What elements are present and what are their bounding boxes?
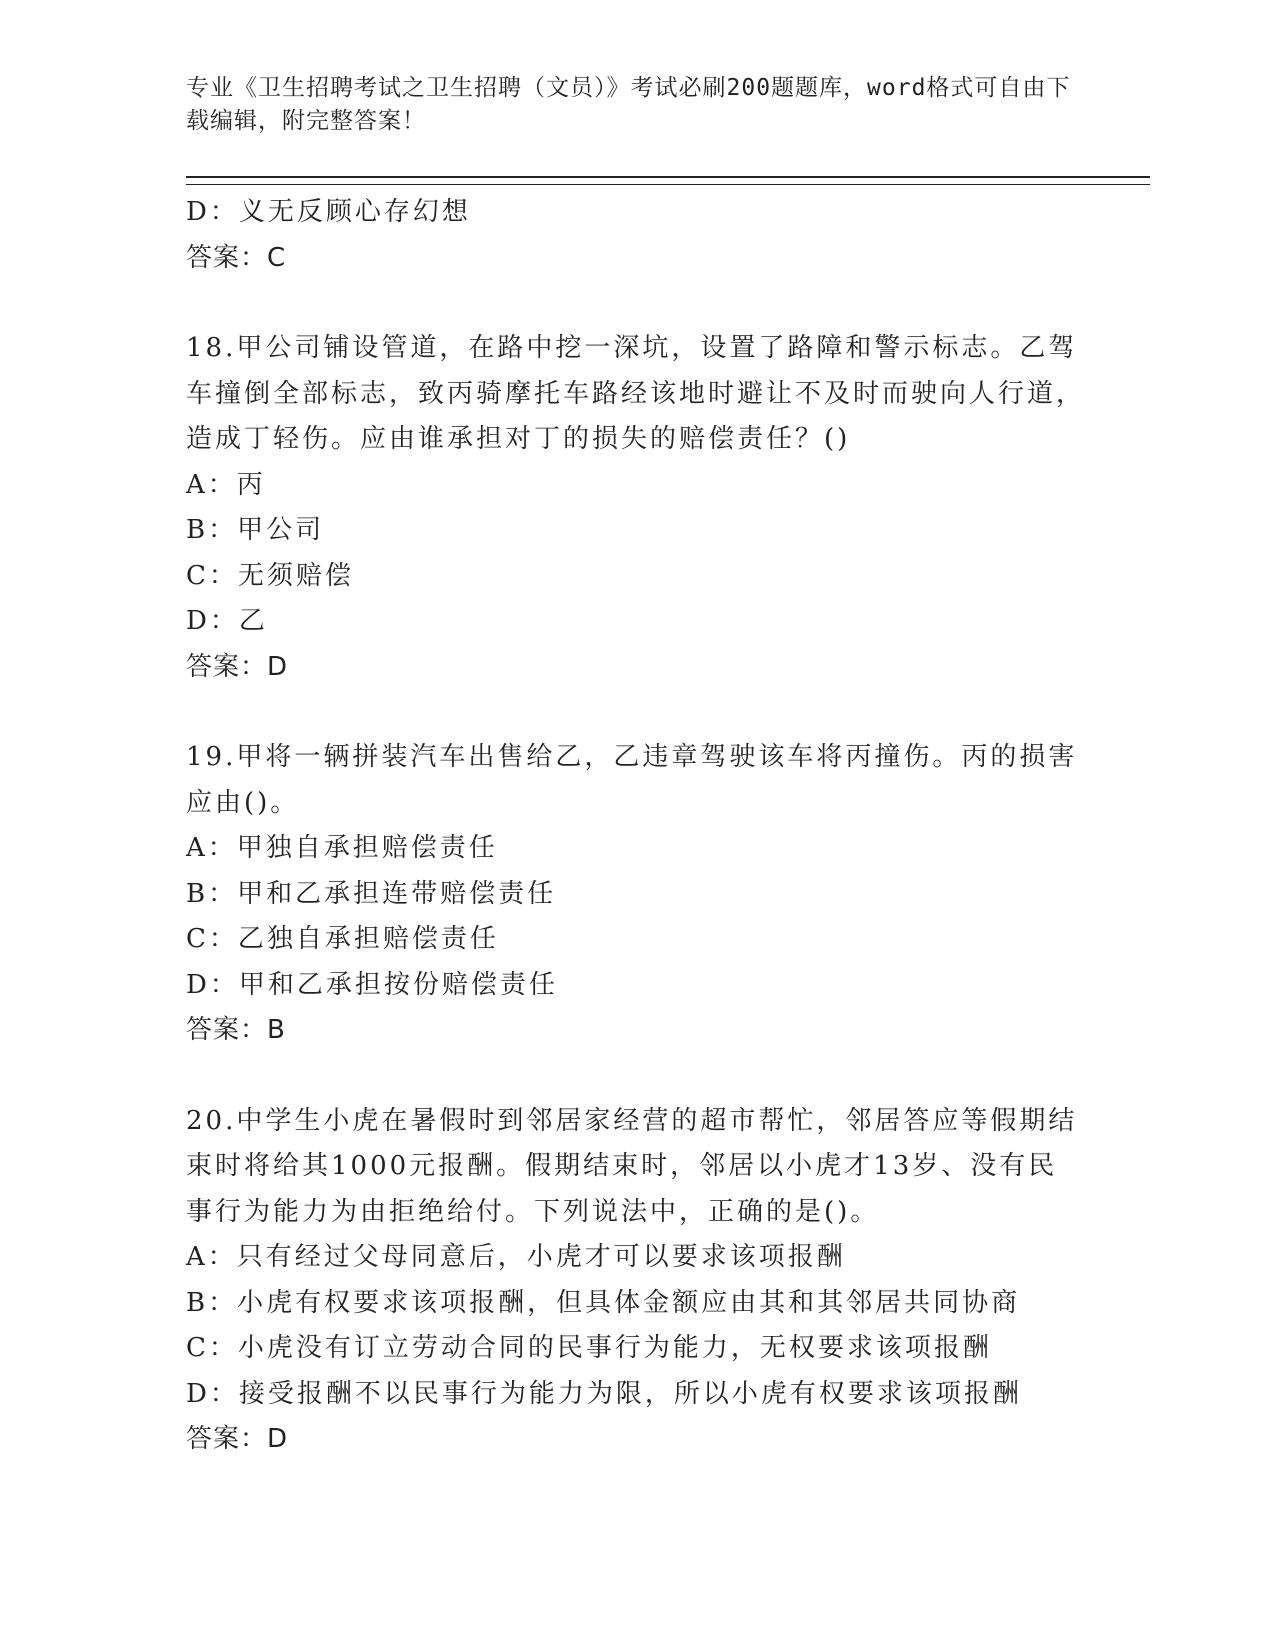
- option-a: A：只有经过父母同意后，小虎才可以要求该项报酬: [186, 1242, 846, 1272]
- question-18: [186, 326, 1086, 690]
- answer: 答案：B: [186, 1015, 286, 1045]
- option-b: B：小虎有权要求该项报酬，但具体金额应由其和其邻居共同协商: [186, 1287, 1021, 1318]
- answer-prev: 答案：C: [186, 242, 287, 273]
- page-header: 专业《卫生招聘考试之卫生招聘（文员）》考试必刷200题题库，word格式可自由下载编辑，附完整答案！: [186, 75, 1071, 134]
- question-19: [186, 735, 1086, 1054]
- option-d: D：甲和乙承担按份赔偿责任: [186, 969, 558, 1000]
- option-c: C：乙独自承担赔偿责任: [186, 924, 499, 954]
- question-list: [186, 190, 1086, 1463]
- option-b: B：甲公司: [186, 515, 325, 545]
- option-b: B：甲和乙承担连带赔偿责任: [186, 878, 557, 909]
- header-divider: [186, 176, 1150, 185]
- option-c: C：无须赔偿: [186, 560, 354, 591]
- question-stem: 19.甲将一辆拼装汽车出售给乙，乙违章驾驶该车将丙撞伤。丙的损害应由()。: [186, 742, 1078, 818]
- option-a: A：丙: [186, 469, 266, 500]
- option-c: C：小虎没有订立劳动合同的民事行为能力，无权要求该项报酬: [186, 1333, 992, 1363]
- answer: 答案：D: [186, 1424, 289, 1454]
- question-20: [186, 1099, 1086, 1463]
- question-stem: 20.中学生小虎在暑假时到邻居家经营的超市帮忙，邻居答应等假期结束时将给其1000元报酬。假期结束时，邻居以小虎才13岁、没有民事行为能力为由拒绝给付。下列说法中，正确的是()。: [186, 1105, 1078, 1227]
- option-d-prev: D：义无反顾心存幻想: [186, 197, 471, 227]
- option-a: A：甲独自承担赔偿责任: [186, 833, 498, 863]
- option-d: D：乙: [186, 606, 268, 636]
- answer: 答案：D: [186, 651, 289, 682]
- question-stem: 18.甲公司铺设管道，在路中挖一深坑，设置了路障和警示标志。乙驾车撞倒全部标志，致丙骑摩托车路经该地时避让不及时而驶向人行道，造成丁轻伤。应由谁承担对丁的损失的赔偿责任？(): [186, 333, 1086, 454]
- option-d: D：接受报酬不以民事行为能力为限，所以小虎有权要求该项报酬: [186, 1378, 1022, 1409]
